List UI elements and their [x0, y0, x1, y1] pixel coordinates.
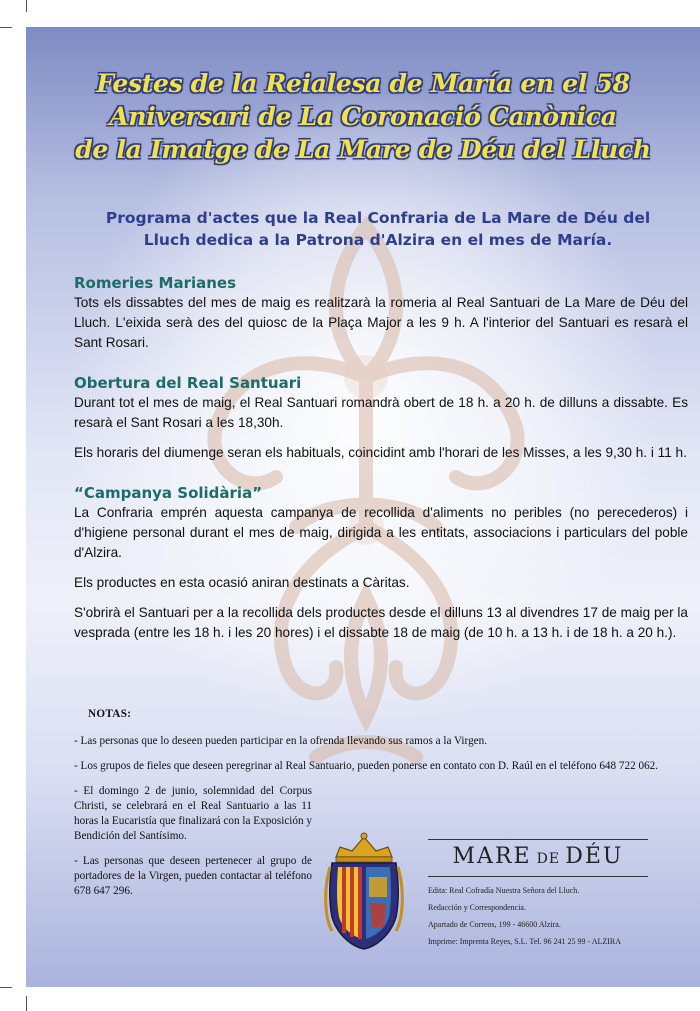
note-item: - Los grupos de fieles que deseen peregrinar al Real Santuario, pueden ponerse en contato con D. Raúl en el teléfono 648 722 062.	[74, 760, 659, 772]
obertura-text-1: Durant tot el mes de maig, el Real Santuari romandrà obert de 18 h. a 20 h. de dilluns a dissabte. Es resarà el Sant Rosari a les 18,30h.	[74, 395, 688, 430]
campanya-text-3: S'obrirà el Santuari per a la recollida dels productes desde el dilluns 13 al divendres 17 de maig per la vesprada (entre les 18 h. i les 20 hores) i el dissabte 18 de maig (de 10 h. a 13 h. i de 18 h. a 20 h.).	[74, 605, 688, 640]
program-heading-line-2: Lluch dedica a la Patrona d'Alzira en el mes de María.	[143, 231, 613, 249]
masthead-word-1: MARE	[452, 844, 532, 869]
program-content	[74, 273, 688, 653]
note-item: - El domingo 2 de junio, solemnidad del Corpus Christi, se celebrará en el Real Santuario a las 11 horas la Eucaristía que finalizará con la Exposición y Bendición del Santísimo.	[74, 785, 312, 842]
imprint-line: Apartado de Correos, 199 - 46600 Alzira.	[428, 920, 561, 929]
alzira-coat-of-arms-icon	[324, 827, 404, 952]
main-title-line-3: de la Imatge de La Mare de Déu del Lluch	[75, 135, 651, 164]
crop-mark-bottom	[26, 996, 27, 1011]
section-title-romeries: Romeries Marianes	[74, 274, 237, 292]
notes-title: NOTAS:	[88, 708, 132, 720]
campanya-text-2: Els productes en esta ocasió aniran destinats a Càritas.	[74, 575, 410, 590]
main-title	[26, 67, 700, 166]
obertura-text-2: Els horaris del diumenge seran els habituals, coincidint amb l'horari de les Misses, a les 9,30 h. i 11 h.	[74, 445, 687, 460]
main-title-line-2: Aniversari de La Coronació Canònica	[109, 102, 617, 131]
crop-mark-left-bottom	[0, 987, 12, 988]
program-heading	[66, 207, 690, 251]
main-title-line-1: Festes de la Reialesa de María en el 58	[96, 69, 630, 98]
note-item: - Las personas que deseen pertenecer al grupo de portadores de la Virgen, pueden contactar al teléfono 678 647 296.	[74, 855, 312, 897]
program-heading-line-1: Programa d'actes que la Real Confraria de La Mare de Déu del	[105, 209, 651, 227]
romeries-text: Tots els dissabtes del mes de maig es realitzarà la romeria al Real Santuari de La Mare de Déu del Lluch. L'eixida serà des del quiosc de la Plaça Major a les 9 h. A l'interior del Santuari es resarà el Sant Rosari.	[74, 295, 688, 350]
imprint-block	[428, 882, 668, 950]
section-title-campanya: “Campanya Solidària”	[74, 484, 263, 502]
imprint-line: Edita: Real Cofradía Nuestra Señora del Lluch.	[428, 886, 580, 895]
note-item: - Las personas que lo deseen pueden participar en la ofrenda llevando sus ramos a la Virgen.	[74, 735, 488, 747]
crop-mark-top	[26, 0, 27, 12]
masthead-word-3: DÉU	[565, 844, 624, 869]
flyer-page	[26, 27, 700, 987]
mare-de-deu-masthead	[428, 839, 648, 877]
crop-mark-left	[0, 27, 12, 28]
campanya-text-1: La Confraria emprén aquesta campanya de recollida d'aliments no peribles (no perecederos) i d'higiene personal durant el mes de maig, dirigida a les entitats, associacions i particulars del poble d'Alzira.	[74, 505, 688, 560]
masthead-word-2: DE	[536, 851, 561, 867]
section-title-obertura: Obertura del Real Santuari	[74, 374, 302, 392]
imprint-line: Imprime: Imprenta Reyes, S.L. Tel. 96 241 25 99 - ALZIRA	[428, 937, 622, 946]
imprint-line: Redacción y Correspondencia.	[428, 903, 526, 912]
